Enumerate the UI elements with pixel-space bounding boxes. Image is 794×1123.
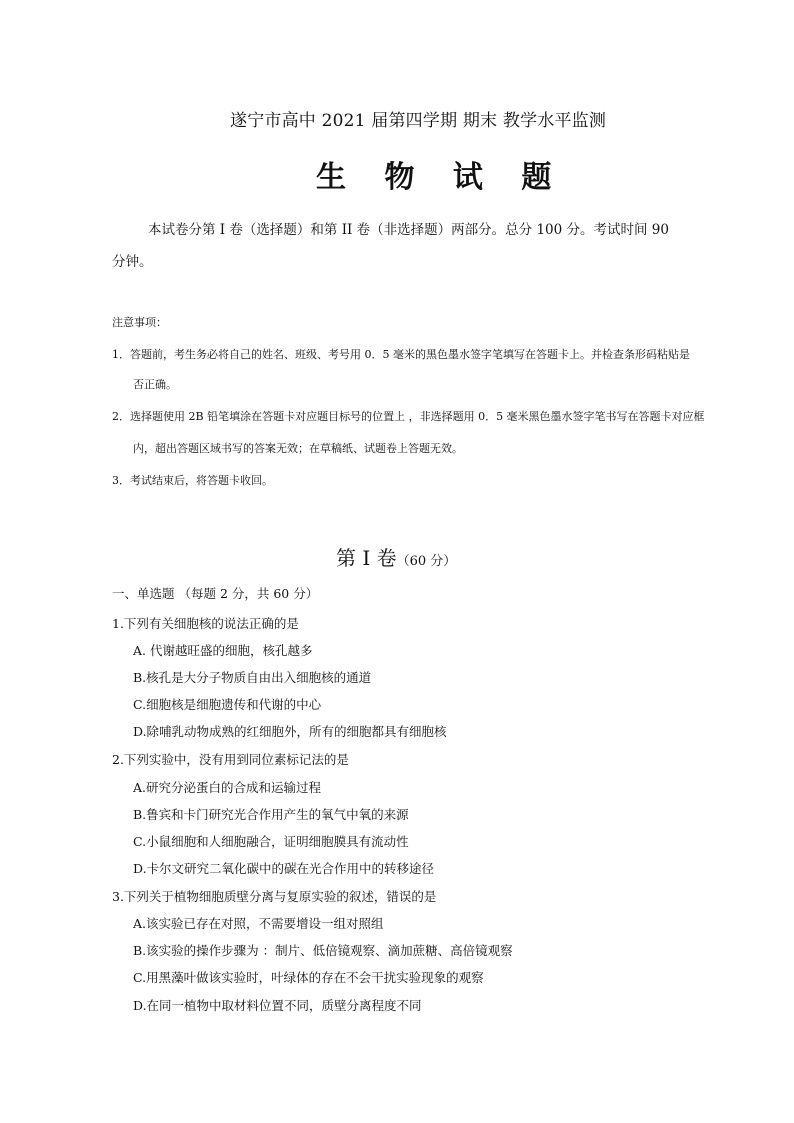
question-1-option-c: C.细胞核是细胞遗传和代谢的中心	[133, 697, 322, 712]
note-1-line-1: 1．答题前，考生务必将自己的姓名、班级、考号用 0．5 毫米的黑色墨水签字笔填写在答题卡上。并检查条形码粘贴是	[112, 348, 690, 361]
question-3-option-a: A.该实验已存在对照，不需要增设一组对照组	[133, 916, 384, 931]
question-3-option-d: D.在同一植物中取材料位置不同，质壁分离程度不同	[133, 998, 422, 1013]
exam-header: 遂宁市高中 2021 届第四学期 期末 教学水平监测	[230, 111, 607, 131]
question-3-stem: 3.下列关于植物细胞质壁分离与复原实验的叙述，错误的是	[112, 889, 437, 904]
intro-line-2: 分钟。	[112, 254, 153, 270]
intro-line-1: 本试卷分第 I 卷（选择题）和第 II 卷（非选择题）两部分。总分 100 分。考试时间 90	[148, 222, 669, 238]
question-3-option-b: B.该实验的操作步骤为 ：制片、低倍镜观察、滴加蔗糖、高倍镜观察	[133, 943, 513, 958]
question-2-option-a: A.研究分泌蛋白的合成和运输过程	[133, 780, 322, 795]
mc-heading: 一、单选题 （每题 2 分，共 60 分）	[112, 586, 319, 601]
question-2-option-b: B.鲁宾和卡门研究光合作用产生的氧气中氧的来源	[133, 807, 409, 822]
question-1-option-b: B.核孔是大分子物质自由出入细胞核的通道	[133, 670, 372, 685]
question-2-option-c: C.小鼠细胞和人细胞融合，证明细胞膜具有流动性	[133, 834, 409, 849]
question-2-stem: 2.下列实验中，没有用到同位素标记法的是	[112, 752, 349, 767]
notes-heading: 注意事项：	[112, 316, 167, 329]
section-title: 第 Ⅰ 卷	[336, 546, 397, 570]
note-3: 3．考试结束后，将答题卡收回。	[112, 474, 273, 487]
note-2-line-1: 2．选择题使用 2B 铅笔填涂在答题卡对应题目标号的位置上 ，非选择题用 0．5 毫米黑色墨水签字笔书写在答题卡对应框	[112, 410, 705, 423]
note-1-line-2: 否正确。	[133, 378, 177, 391]
question-1-option-a: A. 代谢越旺盛的细胞，核孔越多	[133, 643, 313, 658]
page-title: 生 物 试 题	[316, 160, 566, 195]
question-2-option-d: D.卡尔文研究二氧化碳中的碳在光合作用中的转移途径	[133, 861, 435, 876]
question-1-option-d: D.除哺乳动物成熟的红细胞外，所有的细胞都具有细胞核	[133, 724, 447, 739]
section-score: （60 分）	[396, 554, 457, 569]
question-1-stem: 1.下列有关细胞核的说法正确的是	[112, 616, 299, 631]
note-2-line-2: 内，超出答题区域书写的答案无效；在草稿纸、试题卷上答题无效。	[133, 442, 463, 455]
question-3-option-c: C.用黑藻叶做该实验时，叶绿体的存在不会干扰实验现象的观察	[133, 970, 484, 985]
section-heading	[336, 542, 456, 571]
